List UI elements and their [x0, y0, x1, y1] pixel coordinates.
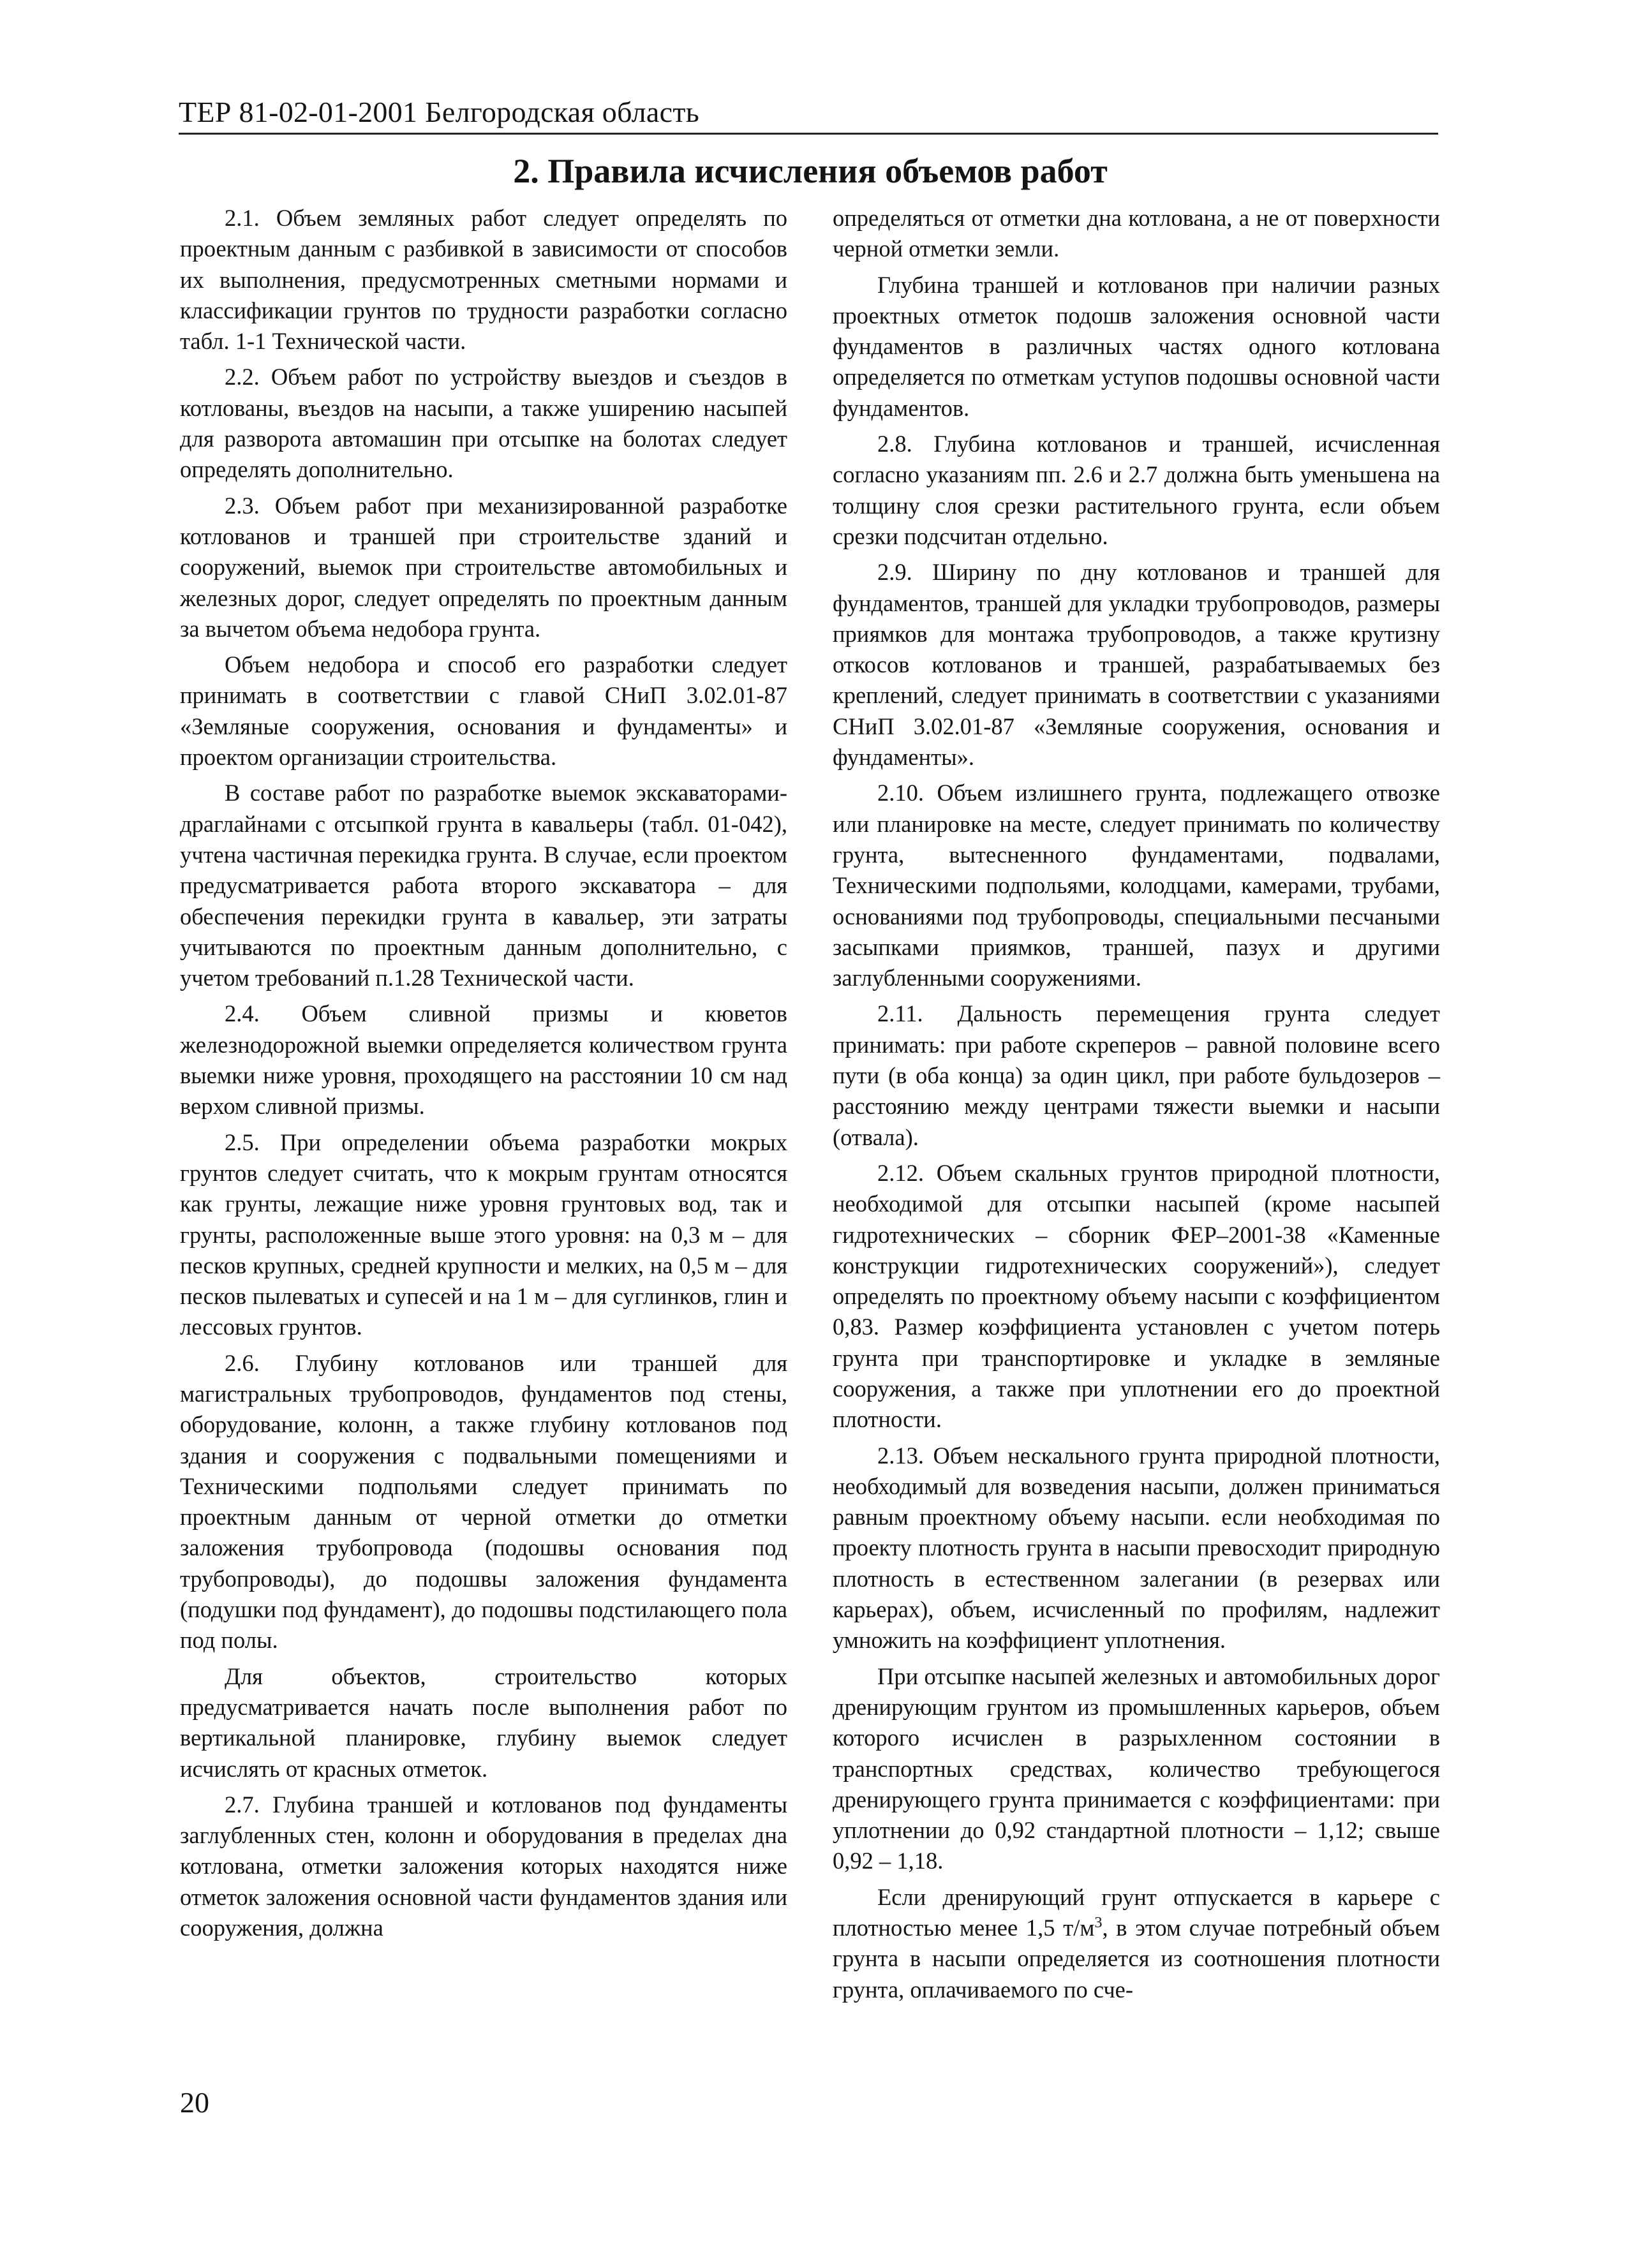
paragraph-2-5: 2.5. При определении объема разработки мокрых грунтов следует считать, что к мокрым грунтам относятся как грунты, лежащие ниже уровня грунтовых вод, так и грунты, расположенные выше этого уровня: на 0,3 м – для песков крупных, средней крупности и мелких, на 0,5 м – для песков пылеватых и супесей и на 1 м – для суглинков, глин и лессовых грунтов. [180, 1129, 787, 1340]
paragraph-2-7: 2.7. Глубина траншей и котлованов под фундаменты заглубленных стен, колонн и оборудования в пределах дна котлована, отметки заложения которых находятся ниже отметок заложения основной части фундаментов здания или сооружения, должна [180, 1791, 787, 1941]
paragraph-2-9: 2.9. Ширину по дну котлованов и траншей для фундаментов, траншей для укладки трубопроводов, размеры приямков для монтажа трубопроводов, а также крутизну откосов котлованов и траншей, разрабатываемых без креплений, следует принимать в соответствии с указаниями СНиП 3.02.01-87 «Земляные сооружения, основания и фундаменты». [833, 559, 1440, 771]
paragraph-2-13: 2.13. Объем нескального грунта природной плотности, необходимый для возведения насыпи, должен приниматься равным проектному объему насыпи. если необходимая по проекту плотность грунта в насыпи превосходит природную плотность в естественном залегании (в резервах или карьерах), объем, исчисленный по профилям, надлежит умножить на коэффициент уплотнения. [833, 1442, 1440, 1654]
paragraph-nedobor: Объем недобора и способ его разработки следует принимать в соответствии с главой СНиП 3.02.01-87 «Земляные сооружения, основания и фундаменты» и проектом организации строительства. [180, 651, 787, 771]
paragraph-depth-steps: Глубина траншей и котлованов при наличии разных проектных отметок подошв заложения основной части фундаментов в различных частях одного котлована определяется по отметкам уступов подошвы основной части фундаментов. [833, 271, 1440, 421]
paragraph-2-6: 2.6. Глубину котлованов или траншей для магистральных трубопроводов, фундаментов под стены, оборудование, колонн, а также глубину котлованов под здания и сооружения с подвальными помещениями и Техническими подпольями следует принимать по проектным данным от черной отметки до отметки заложения трубопровода (подошвы основания под трубопроводы), до подошвы заложения фундамента (подушки под фундамент), до подошвы подстилающего пола под полы. [180, 1349, 787, 1654]
paragraph-2-3: 2.3. Объем работ при механизированной разработке котлованов и траншей при строительстве зданий и сооружений, выемок при строительстве автомобильных и железных дорог, следует определять по проектным данным за вычетом объема недобора грунта. [180, 492, 787, 642]
paragraph-2-8: 2.8. Глубина котлованов и траншей, исчисленная согласно указаниям пп. 2.6 и 2.7 должна быть уменьшена на толщину слоя срезки растительного грунта, если объем срезки подсчитан отдельно. [833, 431, 1440, 549]
paragraph-2-11: 2.11. Дальность перемещения грунта следует принимать: при работе скреперов – равной половине всего пути (в оба конца) за один цикл, при работе бульдозеров – расстоянию между центрами тяжести выемки и насыпи (отвала). [833, 1000, 1440, 1150]
paragraph-density-quarry [833, 1882, 1440, 2005]
section-title: 2. Правила исчисления объемов работ [513, 152, 1108, 190]
paragraph-vertical-planning: Для объектов, строительство которых предусматривается начать после выполнения работ по вертикальной планировке, глубину выемок следует исчислять от красных отметок. [180, 1663, 787, 1782]
header-rule [179, 133, 1438, 135]
paragraph-2-2: 2.2. Объем работ по устройству выездов и съездов в котлованы, въездов на насыпи, а также уширению насыпей для разворота автомашин при отсыпке на болотах следует определять дополнительно. [180, 364, 787, 483]
density-text-before: Если дренирующий грунт отпускается в карьере с плотностью менее 1,5 т/м [833, 1883, 1440, 1941]
paragraph-2-12: 2.12. Объем скальных грунтов природной плотности, необходимой для отсыпки насыпей (кроме насыпей гидротехнических – сборник ФЕР–2001-38 «Каменные конструкции гидротехнических сооружений»), следует определять по проектному объему насыпи с коэффициентом 0,83. Размер коэффициента установлен с учетом потерь грунта при транспортировке и укладке в земляные сооружения, а также при уплотнении его до проектной плотности. [833, 1159, 1440, 1433]
density-text-after: , в этом случае потребный объем грунта в насыпи определяется из соотношения плотности грунта, оплачиваемого по сче- [833, 1915, 1440, 2003]
right-column [833, 203, 1440, 2010]
paragraph-2-4: 2.4. Объем сливной призмы и кюветов железнодорожной выемки определяется количеством грунта выемки ниже уровня, проходящего на расстоянии 10 см над верхом сливной призмы. [180, 1000, 787, 1120]
running-header: ТЕР 81-02-01-2001 Белгородская область [179, 96, 699, 128]
paragraph-draining-soil: При отсыпке насыпей железных и автомобильных дорог дренирующим грунтом из промышленных карьеров, объем которого исчислен в разрыхленном состоянии в транспортных средствах, количество требующегося дренирующего грунта принимается с коэффициентами: при уплотнении до 0,92 стандартной плотности – 1,12; свыше 0,92 – 1,18. [833, 1663, 1440, 1874]
paragraph-2-1: 2.1. Объем земляных работ следует определять по проектным данным с разбивкой в зависимости от способов их выполнения, предусмотренных сметными нормами и классификации грунтов по трудности разработки согласно табл. 1-1 Технической части. [180, 205, 787, 355]
paragraph-2-7-continued: определяться от отметки дна котлована, а не от поверхности черной отметки земли. [833, 205, 1440, 262]
left-column [180, 203, 787, 1948]
page-number: 20 [180, 2086, 209, 2119]
paragraph-2-10: 2.10. Объем излишнего грунта, подлежащего отвозке или планировке на месте, следует принимать по количеству грунта, вытесненного фундаментами, подвалами, Техническими подпольями, колодцами, камерами, трубами, основаниями под трубопроводы, специальными песчаными засыпками приямков, траншей, пазух и другими заглубленными сооружениями. [833, 780, 1440, 991]
cubic-superscript: 3 [1094, 1914, 1103, 1931]
paragraph-draglines: В составе работ по разработке выемок экскаваторами-драглайнами с отсыпкой грунта в кавальеры (табл. 01-042), учтена частичная перекидка грунта. В случае, если проектом предусматривается работа второго экскаватора – для обеспечения перекидки грунта в кавальер, эти затраты учитываются по проектным данным дополнительно, с учетом требований п.1.28 Технической части. [180, 780, 787, 991]
